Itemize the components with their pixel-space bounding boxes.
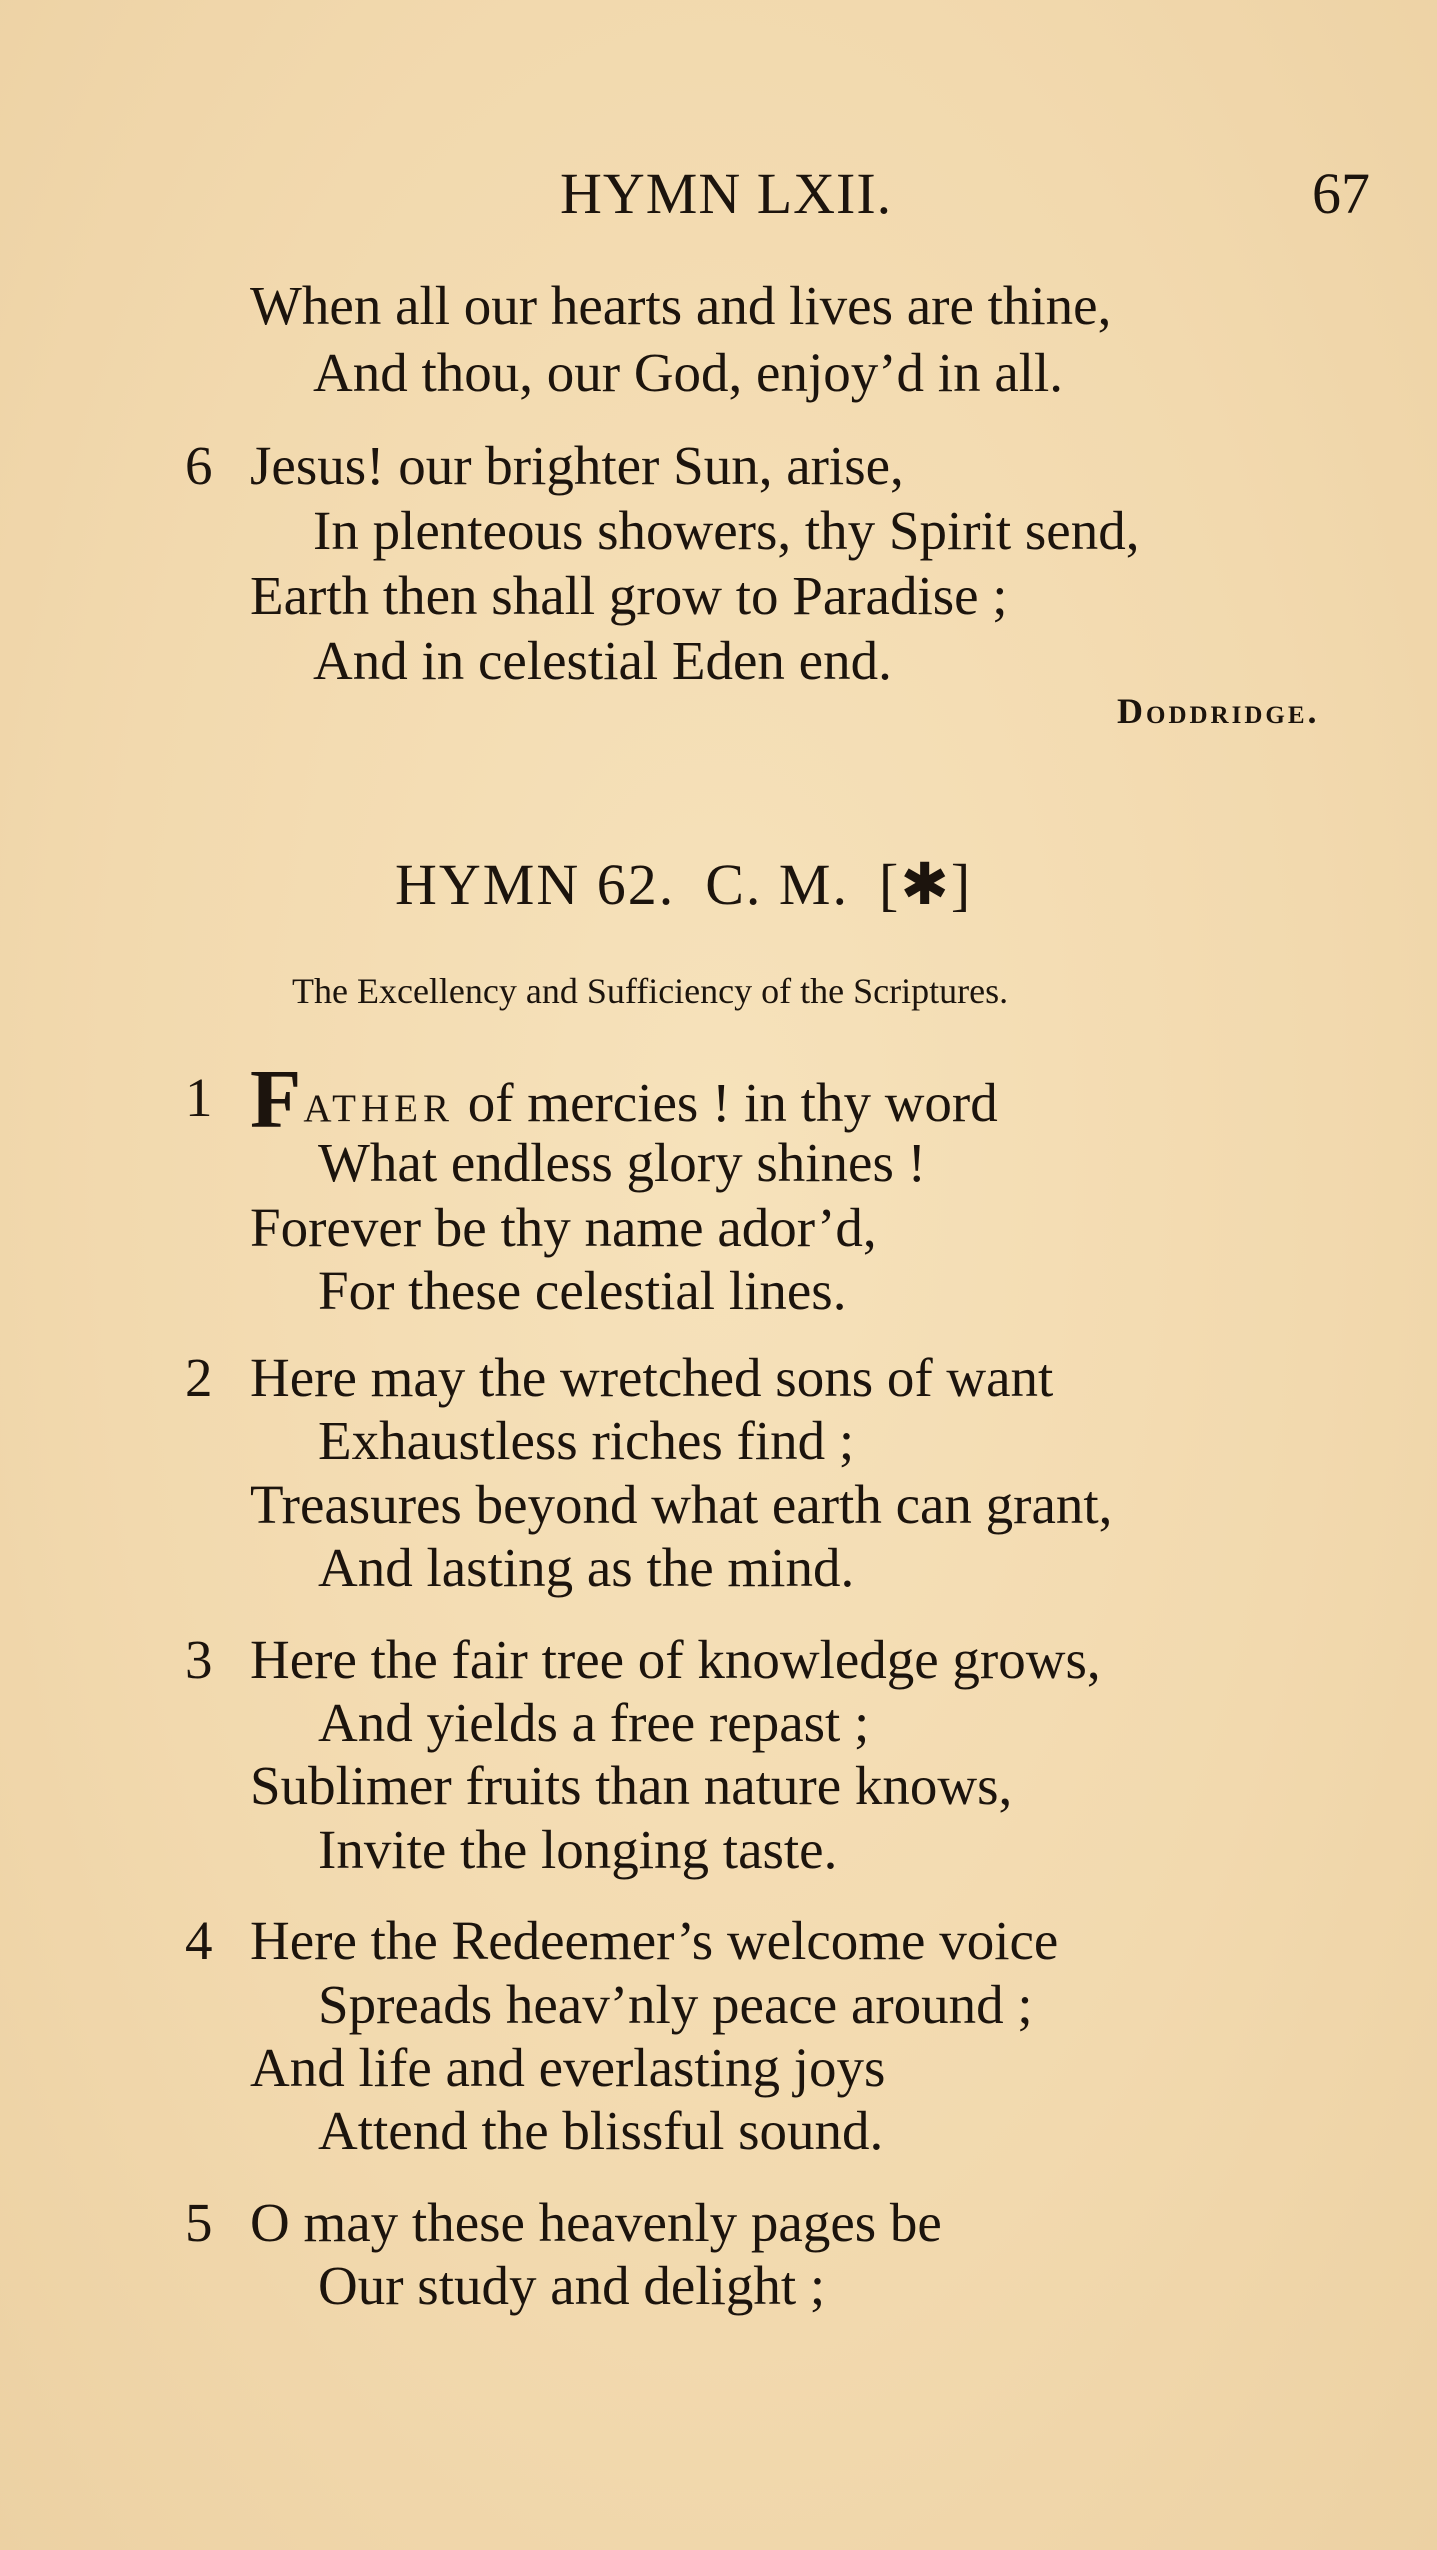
- small-caps-word: ather: [303, 1072, 454, 1133]
- stanza-number: 3: [185, 1629, 213, 1690]
- verse-line: Attend the blissful sound.: [318, 2100, 884, 2161]
- verse-line: Jesus! our brighter Sun, arise,: [250, 435, 904, 496]
- page-header: [0, 160, 1437, 230]
- running-title: HYMN LXII.: [560, 161, 893, 226]
- drop-cap: F: [250, 1053, 302, 1146]
- hymn-attribution: Doddridge.: [1117, 691, 1320, 731]
- verse-line: Forever be thy name ador’d,: [250, 1197, 877, 1258]
- verse-line: Invite the longing taste.: [318, 1819, 838, 1880]
- verse-line: And lasting as the mind.: [318, 1537, 855, 1598]
- verse-line: Treasures beyond what earth can grant,: [250, 1474, 1113, 1535]
- verse-line: For these celestial lines.: [318, 1260, 847, 1321]
- verse-line: When all our hearts and lives are thine,: [250, 275, 1112, 336]
- stanza-number: 2: [185, 1347, 213, 1408]
- verse-line: O may these heavenly pages be: [250, 2192, 942, 2253]
- verse-line: Here the fair tree of knowledge grows,: [250, 1629, 1101, 1690]
- verse-line: Spreads heav’nly peace around ;: [318, 1974, 1033, 2035]
- verse-line: In plenteous showers, thy Spirit send,: [313, 500, 1140, 561]
- verse-line: Earth then shall grow to Paradise ;: [250, 565, 1008, 626]
- verse-line: And thou, our God, enjoy’d in all.: [313, 342, 1064, 403]
- verse-line: Our study and delight ;: [318, 2255, 826, 2316]
- verse-line-first: [250, 1053, 998, 1146]
- stanza-number: 1: [185, 1067, 213, 1128]
- hymn-title: [395, 850, 972, 918]
- verse-line: Here the Redeemer’s welcome voice: [250, 1910, 1059, 1971]
- first-line-rest: of mercies ! in thy word: [453, 1072, 998, 1133]
- hymn-meter: C. M.: [705, 852, 849, 917]
- verse-line: Exhaustless riches find ;: [318, 1410, 855, 1471]
- verse-line: And yields a free repast ;: [318, 1692, 870, 1753]
- verse-line: And life and everlasting joys: [250, 2037, 886, 2098]
- verse-line: And in celestial Eden end.: [313, 630, 892, 691]
- page-number: 67: [1312, 161, 1370, 226]
- verse-line: What endless glory shines !: [318, 1132, 926, 1193]
- verse-line: Sublimer fruits than nature knows,: [250, 1755, 1013, 1816]
- stanza-number: 4: [185, 1910, 213, 1971]
- hymn-subtitle: The Excellency and Sufficiency of the Scriptures.: [292, 971, 1009, 1011]
- hymn-mark: [✱]: [879, 852, 973, 917]
- stanza-number: 6: [185, 435, 213, 496]
- verse-line: Here may the wretched sons of want: [250, 1347, 1054, 1408]
- hymn-number: HYMN 62.: [395, 852, 676, 917]
- stanza-number: 5: [185, 2192, 213, 2253]
